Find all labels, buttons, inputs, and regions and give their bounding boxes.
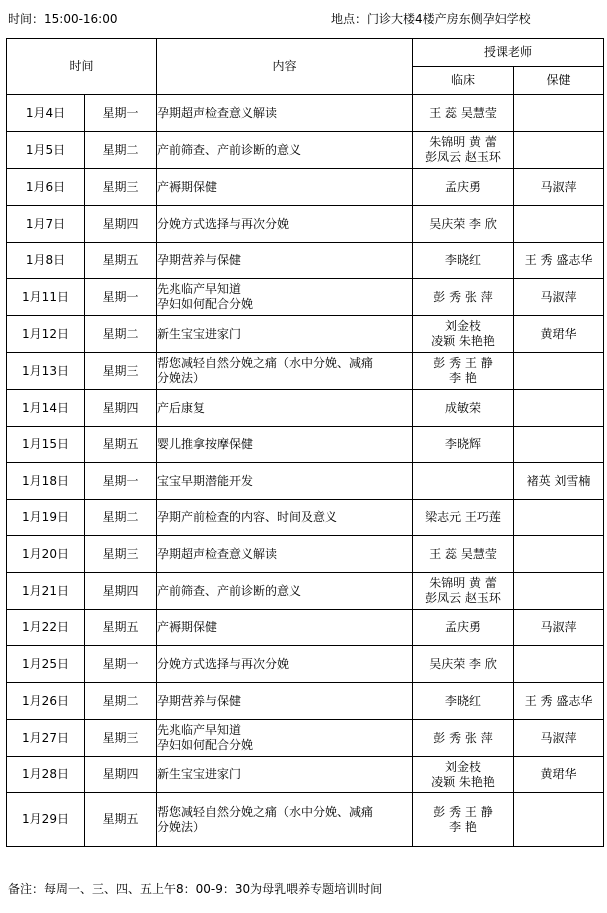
weekday-cell: 星期三 bbox=[85, 353, 157, 390]
content-cell bbox=[157, 646, 413, 683]
clinical-teacher-cell bbox=[413, 243, 514, 279]
care-teacher-cell-line: 马淑萍 bbox=[540, 179, 577, 194]
clinical-teacher-cell bbox=[413, 95, 514, 132]
weekday-cell: 星期一 bbox=[85, 646, 157, 683]
date-cell: 1月6日 bbox=[7, 169, 85, 206]
date-cell: 1月5日 bbox=[7, 132, 85, 169]
care-teacher-cell bbox=[514, 536, 604, 573]
schedule-row bbox=[7, 463, 604, 500]
clinical-teacher-cell bbox=[413, 132, 514, 169]
care-teacher-cell-line: 褚英 刘雪楠 bbox=[526, 473, 591, 488]
clinical-teacher-cell bbox=[413, 279, 514, 316]
schedule-table bbox=[6, 38, 604, 847]
schedule-row bbox=[7, 536, 604, 573]
care-column-header: 保健 bbox=[514, 67, 604, 95]
care-teacher-cell bbox=[514, 573, 604, 610]
date-cell: 1月13日 bbox=[7, 353, 85, 390]
weekday-cell: 星期四 bbox=[85, 757, 157, 793]
date-cell: 1月14日 bbox=[7, 390, 85, 427]
clinical-teacher-cell-line: 彭 秀 王 静 bbox=[433, 356, 493, 370]
schedule-row bbox=[7, 500, 604, 536]
clinical-teacher-cell bbox=[413, 757, 514, 793]
schedule-row bbox=[7, 720, 604, 757]
content-cell bbox=[157, 206, 413, 243]
care-teacher-cell-line: 黄珺华 bbox=[540, 767, 577, 781]
clinical-teacher-cell-line: 梁志元 王巧莲 bbox=[425, 510, 501, 524]
clinical-teacher-cell-line: 刘金枝 bbox=[445, 319, 482, 333]
date-cell: 1月15日 bbox=[7, 427, 85, 463]
care-teacher-cell bbox=[514, 390, 604, 427]
date-cell: 1月12日 bbox=[7, 316, 85, 353]
date-cell: 1月28日 bbox=[7, 757, 85, 793]
clinical-teacher-cell bbox=[413, 316, 514, 353]
date-cell: 1月19日 bbox=[7, 500, 85, 536]
clinical-teacher-cell-line: 吴庆荣 李 欣 bbox=[429, 216, 497, 231]
schedule-row bbox=[7, 793, 604, 847]
content-cell-line: 产褥期保健 bbox=[157, 179, 218, 194]
content-cell-line: 产后康复 bbox=[157, 400, 206, 415]
date-cell: 1月18日 bbox=[7, 463, 85, 500]
clinical-teacher-cell bbox=[413, 683, 514, 720]
schedule-row bbox=[7, 573, 604, 610]
schedule-row bbox=[7, 279, 604, 316]
clinical-teacher-cell bbox=[413, 500, 514, 536]
content-cell-line: 分娩方式选择与再次分娩 bbox=[157, 216, 290, 231]
clinical-teacher-cell-line: 彭凤云 赵玉环 bbox=[425, 150, 501, 164]
care-teacher-cell bbox=[514, 279, 604, 316]
schedule-row bbox=[7, 169, 604, 206]
date-cell: 1月29日 bbox=[7, 793, 85, 847]
date-cell: 1月11日 bbox=[7, 279, 85, 316]
content-cell bbox=[157, 720, 413, 757]
weekday-cell: 星期二 bbox=[85, 500, 157, 536]
care-teacher-cell bbox=[514, 427, 604, 463]
clinical-teacher-cell-line: 成敏荣 bbox=[445, 400, 482, 415]
clinical-teacher-cell-line: 王 蕊 吴慧莹 bbox=[429, 105, 497, 120]
content-cell bbox=[157, 243, 413, 279]
weekday-cell: 星期四 bbox=[85, 206, 157, 243]
care-teacher-cell bbox=[514, 646, 604, 683]
schedule-row bbox=[7, 646, 604, 683]
clinical-teacher-cell-line: 彭凤云 赵玉环 bbox=[425, 591, 501, 605]
care-teacher-cell-line: 马淑萍 bbox=[540, 289, 577, 304]
content-cell-line: 孕妇如何配合分娩 bbox=[157, 738, 254, 752]
content-cell-line: 先兆临产早知道 bbox=[157, 723, 242, 737]
time-column-header: 时间 bbox=[7, 39, 157, 95]
content-cell-line: 婴儿推拿按摩保健 bbox=[157, 437, 254, 451]
content-cell-line: 产前筛查、产前诊断的意义 bbox=[157, 583, 302, 598]
care-teacher-cell-line: 王 秀 盛志华 bbox=[524, 253, 593, 267]
care-teacher-cell-line: 马淑萍 bbox=[540, 620, 577, 634]
content-cell bbox=[157, 793, 413, 847]
care-teacher-cell bbox=[514, 757, 604, 793]
care-teacher-cell bbox=[514, 500, 604, 536]
date-cell: 1月25日 bbox=[7, 646, 85, 683]
weekday-cell: 星期一 bbox=[85, 463, 157, 500]
content-cell bbox=[157, 463, 413, 500]
content-cell bbox=[157, 95, 413, 132]
content-cell bbox=[157, 427, 413, 463]
clinical-teacher-cell bbox=[413, 463, 514, 500]
clinical-teacher-cell bbox=[413, 427, 514, 463]
clinical-teacher-cell-line: 彭 秀 张 萍 bbox=[433, 289, 493, 304]
content-column-header: 内容 bbox=[157, 39, 413, 95]
clinical-teacher-cell bbox=[413, 390, 514, 427]
content-cell bbox=[157, 279, 413, 316]
weekday-cell: 星期一 bbox=[85, 95, 157, 132]
clinical-teacher-cell-line: 彭 秀 王 静 bbox=[433, 804, 493, 819]
content-cell-line: 帮您减轻自然分娩之痛（水中分娩、减痛 bbox=[157, 356, 374, 370]
clinical-teacher-cell-line: 刘金枝 bbox=[445, 759, 482, 774]
content-cell-line: 孕期营养与保健 bbox=[157, 693, 242, 708]
clinical-teacher-cell bbox=[413, 793, 514, 847]
clinical-teacher-cell-line: 凌颖 朱艳艳 bbox=[431, 334, 495, 348]
content-cell bbox=[157, 353, 413, 390]
clinical-teacher-cell-line: 李 艳 bbox=[449, 819, 477, 834]
schedule-row bbox=[7, 757, 604, 793]
schedule-row bbox=[7, 95, 604, 132]
content-cell-line: 孕妇如何配合分娩 bbox=[157, 297, 254, 311]
weekday-cell: 星期五 bbox=[85, 427, 157, 463]
clinical-teacher-cell-line: 孟庆勇 bbox=[445, 620, 482, 634]
schedule-row bbox=[7, 353, 604, 390]
document-header bbox=[8, 10, 600, 30]
care-teacher-cell bbox=[514, 316, 604, 353]
date-cell: 1月20日 bbox=[7, 536, 85, 573]
care-teacher-cell-line: 马淑萍 bbox=[540, 730, 577, 745]
schedule-row bbox=[7, 683, 604, 720]
footnote: 备注：每周一、三、四、五上午8：00-9：30为母乳喂养专题培训时间 bbox=[8, 882, 383, 896]
content-cell bbox=[157, 316, 413, 353]
clinical-teacher-cell-line: 李 艳 bbox=[449, 371, 477, 385]
schedule-row bbox=[7, 206, 604, 243]
clinical-column-header: 临床 bbox=[413, 67, 514, 95]
time-info: 时间：15:00-16:00 bbox=[8, 12, 118, 26]
date-cell: 1月22日 bbox=[7, 610, 85, 646]
content-cell bbox=[157, 132, 413, 169]
teachers-column-header: 授课老师 bbox=[413, 39, 604, 67]
content-cell bbox=[157, 757, 413, 793]
care-teacher-cell bbox=[514, 353, 604, 390]
content-cell bbox=[157, 536, 413, 573]
content-cell-line: 孕期超声检查意义解读 bbox=[157, 105, 278, 120]
clinical-teacher-cell-line: 李晓辉 bbox=[445, 437, 482, 451]
care-teacher-cell bbox=[514, 793, 604, 847]
weekday-cell: 星期四 bbox=[85, 573, 157, 610]
weekday-cell: 星期一 bbox=[85, 279, 157, 316]
clinical-teacher-cell bbox=[413, 610, 514, 646]
care-teacher-cell bbox=[514, 169, 604, 206]
clinical-teacher-cell-line: 朱锦明 黄 蕾 bbox=[429, 576, 497, 590]
content-cell-line: 产褥期保健 bbox=[157, 620, 218, 634]
care-teacher-cell bbox=[514, 95, 604, 132]
care-teacher-cell bbox=[514, 610, 604, 646]
content-cell bbox=[157, 169, 413, 206]
weekday-cell: 星期三 bbox=[85, 720, 157, 757]
care-teacher-cell-line: 王 秀 盛志华 bbox=[524, 693, 593, 708]
schedule-body bbox=[7, 95, 604, 847]
care-teacher-cell-line: 黄珺华 bbox=[540, 326, 577, 341]
content-cell bbox=[157, 573, 413, 610]
clinical-teacher-cell-line: 彭 秀 张 萍 bbox=[433, 730, 493, 745]
content-cell-line: 分娩法） bbox=[157, 371, 206, 385]
care-teacher-cell bbox=[514, 132, 604, 169]
date-cell: 1月27日 bbox=[7, 720, 85, 757]
weekday-cell: 星期二 bbox=[85, 316, 157, 353]
date-cell: 1月7日 bbox=[7, 206, 85, 243]
weekday-cell: 星期二 bbox=[85, 683, 157, 720]
date-cell: 1月8日 bbox=[7, 243, 85, 279]
clinical-teacher-cell-line: 李晓红 bbox=[445, 693, 482, 708]
schedule-row bbox=[7, 427, 604, 463]
weekday-cell: 星期五 bbox=[85, 243, 157, 279]
content-cell-line: 新生宝宝进家门 bbox=[157, 767, 242, 781]
schedule-row bbox=[7, 390, 604, 427]
schedule-row bbox=[7, 243, 604, 279]
date-cell: 1月26日 bbox=[7, 683, 85, 720]
weekday-cell: 星期三 bbox=[85, 536, 157, 573]
schedule-row bbox=[7, 610, 604, 646]
care-teacher-cell bbox=[514, 683, 604, 720]
content-cell bbox=[157, 500, 413, 536]
clinical-teacher-cell bbox=[413, 353, 514, 390]
clinical-teacher-cell-line: 朱锦明 黄 蕾 bbox=[429, 135, 497, 149]
clinical-teacher-cell-line: 凌颖 朱艳艳 bbox=[431, 774, 495, 789]
clinical-teacher-cell bbox=[413, 169, 514, 206]
content-cell-line: 帮您减轻自然分娩之痛（水中分娩、减痛 bbox=[157, 804, 374, 819]
clinical-teacher-cell-line: 吴庆荣 李 欣 bbox=[429, 656, 497, 671]
clinical-teacher-cell bbox=[413, 720, 514, 757]
content-cell bbox=[157, 683, 413, 720]
care-teacher-cell bbox=[514, 463, 604, 500]
clinical-teacher-cell-line: 李晓红 bbox=[445, 253, 482, 267]
weekday-cell: 星期三 bbox=[85, 169, 157, 206]
date-cell: 1月4日 bbox=[7, 95, 85, 132]
content-cell-line: 分娩法） bbox=[157, 819, 206, 834]
clinical-teacher-cell bbox=[413, 536, 514, 573]
content-cell bbox=[157, 390, 413, 427]
content-cell-line: 先兆临产早知道 bbox=[157, 282, 242, 296]
weekday-cell: 星期五 bbox=[85, 610, 157, 646]
content-cell bbox=[157, 610, 413, 646]
date-cell: 1月21日 bbox=[7, 573, 85, 610]
schedule-row bbox=[7, 132, 604, 169]
clinical-teacher-cell-line: 王 蕊 吴慧莹 bbox=[429, 546, 497, 561]
clinical-teacher-cell bbox=[413, 573, 514, 610]
weekday-cell: 星期二 bbox=[85, 132, 157, 169]
schedule-row bbox=[7, 316, 604, 353]
weekday-cell: 星期四 bbox=[85, 390, 157, 427]
clinical-teacher-cell bbox=[413, 206, 514, 243]
content-cell-line: 孕期产前检查的内容、时间及意义 bbox=[157, 510, 338, 524]
care-teacher-cell bbox=[514, 243, 604, 279]
clinical-teacher-cell bbox=[413, 646, 514, 683]
location-info: 地点：门诊大楼4楼产房东侧孕妇学校 bbox=[331, 12, 531, 26]
content-cell-line: 孕期营养与保健 bbox=[157, 253, 242, 267]
care-teacher-cell bbox=[514, 206, 604, 243]
content-cell-line: 宝宝早期潜能开发 bbox=[157, 473, 254, 488]
content-cell-line: 分娩方式选择与再次分娩 bbox=[157, 656, 290, 671]
clinical-teacher-cell-line: 孟庆勇 bbox=[445, 179, 482, 194]
weekday-cell: 星期五 bbox=[85, 793, 157, 847]
care-teacher-cell bbox=[514, 720, 604, 757]
content-cell-line: 孕期超声检查意义解读 bbox=[157, 546, 278, 561]
content-cell-line: 新生宝宝进家门 bbox=[157, 326, 242, 341]
content-cell-line: 产前筛查、产前诊断的意义 bbox=[157, 142, 302, 157]
